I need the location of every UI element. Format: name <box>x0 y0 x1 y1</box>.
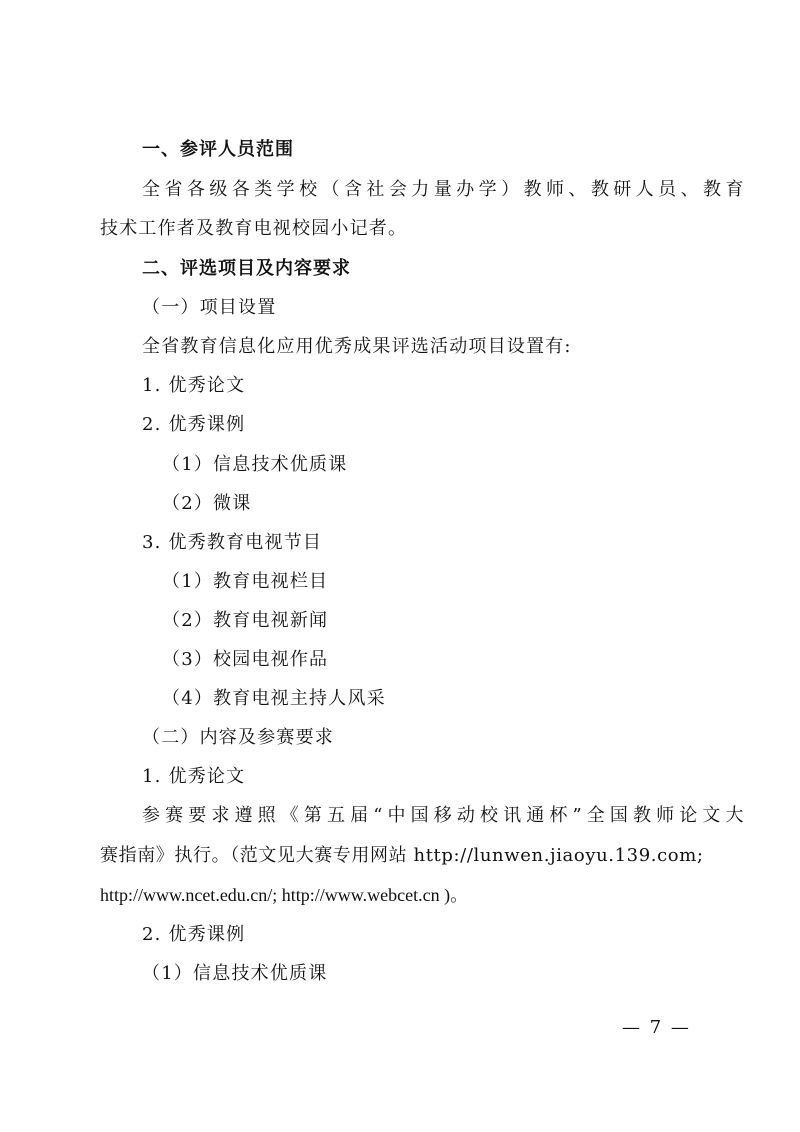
paragraph-line: http://www.ncet.edu.cn/; http://www.webcet.cn )。 <box>100 885 469 905</box>
list-item: 1. 优秀论文 <box>142 375 246 396</box>
paragraph-line: 技术工作者及教育电视校园小记者。 <box>100 218 408 239</box>
subsection-heading: （一）项目设置 <box>142 297 277 318</box>
section-heading-projects: 二、评选项目及内容要求 <box>142 258 351 279</box>
list-subitem: （4）教育电视主持人风采 <box>162 688 386 709</box>
list-subitem: （1）信息技术优质课 <box>162 454 348 475</box>
list-item: 3. 优秀教育电视节目 <box>142 532 323 553</box>
list-subitem: （3）校园电视作品 <box>162 649 329 670</box>
paragraph-line: 参赛要求遵照《第五届“中国移动校讯通杯”全国教师论文大 <box>142 805 744 826</box>
list-subitem: （2）微课 <box>162 493 252 514</box>
paragraph-line: 全省教育信息化应用优秀成果评选活动项目设置有: <box>142 336 572 357</box>
list-subitem: （1）教育电视栏目 <box>162 571 329 592</box>
page-number: — 7 — <box>622 1017 691 1038</box>
paragraph-line: 赛指南》执行。（范文见大赛专用网站 http://lunwen.jiaoyu.139.com; <box>100 845 704 866</box>
list-item: 2. 优秀课例 <box>142 414 246 435</box>
subsection-heading: （二）内容及参赛要求 <box>142 727 334 748</box>
list-item: 2. 优秀课例 <box>142 924 246 945</box>
list-subitem: （2）教育电视新闻 <box>162 610 329 631</box>
section-heading-participants: 一、参评人员范围 <box>142 139 294 160</box>
paragraph-line: 全省各级各类学校（含社会力量办学）教师、教研人员、教育 <box>142 179 744 200</box>
list-item: 1. 优秀论文 <box>142 766 246 787</box>
list-subitem: （1）信息技术优质课 <box>142 963 328 984</box>
